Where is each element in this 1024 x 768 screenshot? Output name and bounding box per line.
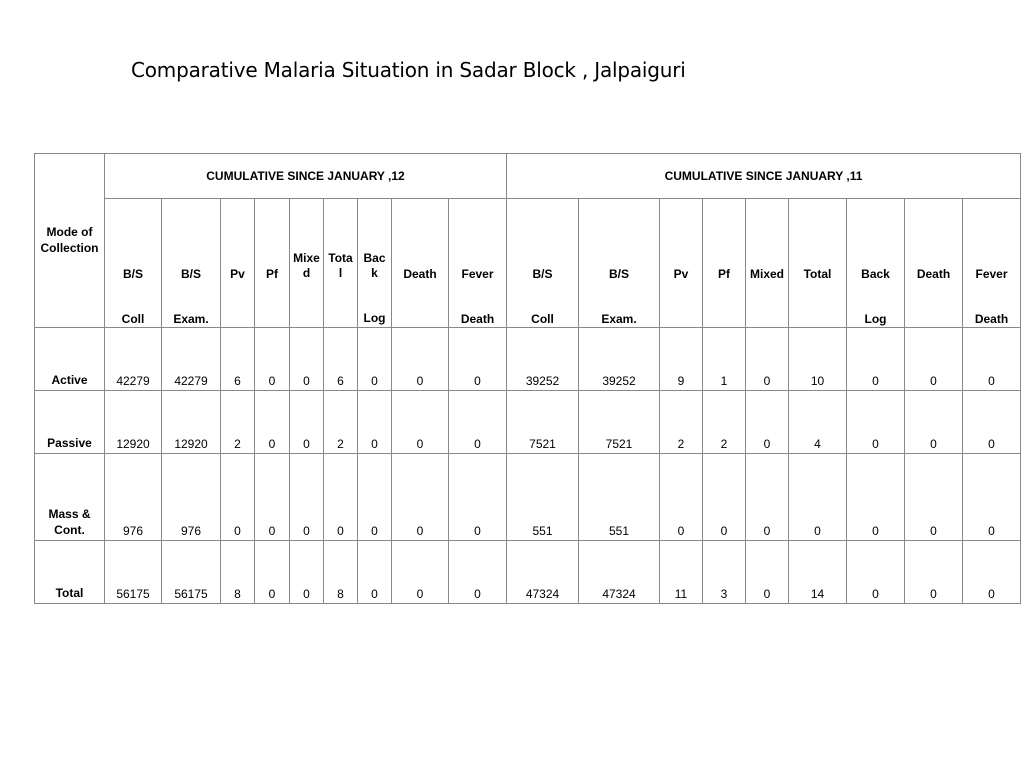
table-cell: 4	[789, 391, 847, 454]
column-header-label: d	[302, 266, 311, 280]
table-cell: 0	[358, 328, 392, 391]
column-header	[963, 199, 1021, 328]
table-cell: 0	[392, 391, 449, 454]
table-cell: 0	[703, 454, 746, 541]
column-header-sublabel	[660, 312, 702, 327]
table-cell: 976	[162, 454, 221, 541]
column-header-label: Back	[861, 267, 890, 281]
table-cell: 0	[255, 454, 290, 541]
table-cell: 0	[392, 328, 449, 391]
column-header	[324, 199, 358, 328]
table-cell: 0	[746, 454, 789, 541]
table-cell: 0	[221, 454, 255, 541]
column-header-sublabel: Death	[460, 312, 495, 326]
column-header-sublabel	[221, 312, 254, 327]
table-cell: 14	[789, 541, 847, 604]
column-header-sublabel	[789, 312, 846, 327]
table-cell: 0	[905, 328, 963, 391]
row-label-line: Cont.	[54, 523, 85, 537]
column-header-label: Death	[916, 267, 951, 281]
column-header-sublabel: Log	[864, 312, 887, 326]
column-header	[746, 199, 789, 328]
table-cell: 0	[449, 391, 507, 454]
table-cell: 7521	[579, 391, 660, 454]
table-cell: 551	[579, 454, 660, 541]
table-cell: 0	[290, 454, 324, 541]
table-cell: 0	[290, 391, 324, 454]
table-cell: 10	[789, 328, 847, 391]
table-cell: 47324	[579, 541, 660, 604]
table-row	[35, 454, 1021, 541]
table-cell: 0	[847, 391, 905, 454]
table-cell: 976	[105, 454, 162, 541]
column-header-label: Total	[803, 267, 832, 281]
column-header	[358, 199, 392, 328]
table-cell: 0	[358, 391, 392, 454]
column-header	[449, 199, 507, 328]
column-header-label: B/S	[608, 267, 629, 281]
table-cell: 39252	[579, 328, 660, 391]
column-header-sublabel	[255, 312, 289, 327]
table-cell: 0	[963, 328, 1021, 391]
table-cell: 2	[221, 391, 255, 454]
column-header-label: Pf	[266, 267, 278, 281]
column-header	[290, 199, 324, 328]
row-label-line: Mass &	[48, 507, 91, 521]
table-cell: 12920	[105, 391, 162, 454]
column-header	[221, 199, 255, 328]
column-header-sublabel	[392, 312, 448, 327]
row-label	[35, 541, 105, 604]
table-cell: 0	[290, 541, 324, 604]
table-cell: 0	[963, 541, 1021, 604]
table-cell: 9	[660, 328, 703, 391]
row-label-line: Passive	[47, 436, 92, 450]
table-cell: 0	[255, 391, 290, 454]
table-cell: 56175	[162, 541, 221, 604]
table-cell: 47324	[507, 541, 579, 604]
column-header-sublabel: Coll	[531, 312, 554, 326]
column-header-label: Fever	[461, 267, 494, 281]
column-header	[703, 199, 746, 328]
table-cell: 6	[324, 328, 358, 391]
table-cell: 42279	[162, 328, 221, 391]
table-cell: 7521	[507, 391, 579, 454]
column-header-sublabel	[905, 312, 962, 327]
row-label	[35, 328, 105, 391]
column-header-label: B/S	[122, 267, 143, 281]
table-cell: 12920	[162, 391, 221, 454]
column-header-label: Pf	[718, 267, 730, 281]
table-cell: 0	[905, 541, 963, 604]
table-cell: 0	[789, 454, 847, 541]
column-header-label: Bac	[363, 251, 386, 265]
table-cell: 0	[255, 328, 290, 391]
table-cell: 0	[963, 391, 1021, 454]
table-cell: 0	[746, 541, 789, 604]
table-cell: 0	[847, 454, 905, 541]
column-header-sublabel	[703, 312, 745, 327]
table-cell: 11	[660, 541, 703, 604]
table-cell: 0	[847, 328, 905, 391]
table-cell: 0	[746, 328, 789, 391]
row-label-line: Total	[55, 586, 84, 600]
column-header-label: B/S	[180, 267, 201, 281]
column-header-label: Mixed	[749, 267, 784, 281]
group-header-2011: CUMULATIVE SINCE JANUARY ,11	[507, 154, 1021, 199]
table-body	[35, 328, 1021, 604]
column-header-sublabel	[746, 312, 788, 327]
table-cell: 2	[660, 391, 703, 454]
column-header-sublabel	[290, 311, 323, 326]
page-title: Comparative Malaria Situation in Sadar Block , Jalpaiguri	[131, 58, 686, 82]
column-header	[255, 199, 290, 328]
column-header-label: k	[371, 266, 378, 280]
table-cell: 1	[703, 328, 746, 391]
table-cell: 0	[358, 541, 392, 604]
column-header-sublabel	[324, 311, 357, 326]
table-cell: 8	[221, 541, 255, 604]
column-header-sublabel: Exam.	[601, 312, 637, 326]
table-cell: 0	[324, 454, 358, 541]
column-header-label: Death	[403, 267, 437, 281]
table-cell: 0	[255, 541, 290, 604]
table-cell: 2	[703, 391, 746, 454]
table-cell: 0	[449, 541, 507, 604]
column-header	[507, 199, 579, 328]
table-cell: 0	[746, 391, 789, 454]
mode-of-collection-header	[35, 154, 105, 328]
row-label-line: Active	[51, 373, 88, 387]
column-header	[789, 199, 847, 328]
column-header-label: B/S	[532, 267, 553, 281]
table-cell: 3	[703, 541, 746, 604]
table-row	[35, 541, 1021, 604]
table-cell: 0	[660, 454, 703, 541]
row-label	[35, 454, 105, 541]
column-header-sublabel: Coll	[121, 312, 145, 326]
column-header	[905, 199, 963, 328]
column-header	[392, 199, 449, 328]
table-row	[35, 328, 1021, 391]
column-header	[660, 199, 703, 328]
table-cell: 0	[847, 541, 905, 604]
table-cell: 0	[449, 454, 507, 541]
table-cell: 6	[221, 328, 255, 391]
table-cell: 0	[905, 454, 963, 541]
column-header	[162, 199, 221, 328]
column-header-label: l	[338, 266, 343, 280]
column-header-label: Tota	[328, 251, 353, 265]
table-cell: 56175	[105, 541, 162, 604]
column-header-label: Pv	[673, 267, 689, 281]
table-cell: 2	[324, 391, 358, 454]
table-cell: 42279	[105, 328, 162, 391]
malaria-table	[34, 153, 1021, 604]
table-cell: 0	[392, 541, 449, 604]
column-header-sublabel: Exam.	[173, 312, 209, 326]
row-label	[35, 391, 105, 454]
table-cell: 551	[507, 454, 579, 541]
mode-header-line: Collection	[40, 241, 99, 255]
table-cell: 0	[905, 391, 963, 454]
subheader-row	[35, 199, 1021, 328]
column-header-sublabel: Log	[363, 311, 386, 325]
table-cell: 8	[324, 541, 358, 604]
table-cell: 0	[358, 454, 392, 541]
table-cell: 0	[963, 454, 1021, 541]
table-cell: 0	[449, 328, 507, 391]
table-cell: 0	[290, 328, 324, 391]
table-row	[35, 391, 1021, 454]
column-header-label: Mixe	[293, 251, 320, 265]
column-header	[847, 199, 905, 328]
column-header	[579, 199, 660, 328]
table-cell: 39252	[507, 328, 579, 391]
column-header-sublabel: Death	[974, 312, 1009, 326]
column-header-label: Pv	[230, 267, 245, 281]
table-cell: 0	[392, 454, 449, 541]
column-header-label: Fever	[975, 267, 1008, 281]
mode-header-line: Mode of	[46, 225, 93, 239]
group-header-2012: CUMULATIVE SINCE JANUARY ,12	[105, 154, 507, 199]
column-header	[105, 199, 162, 328]
